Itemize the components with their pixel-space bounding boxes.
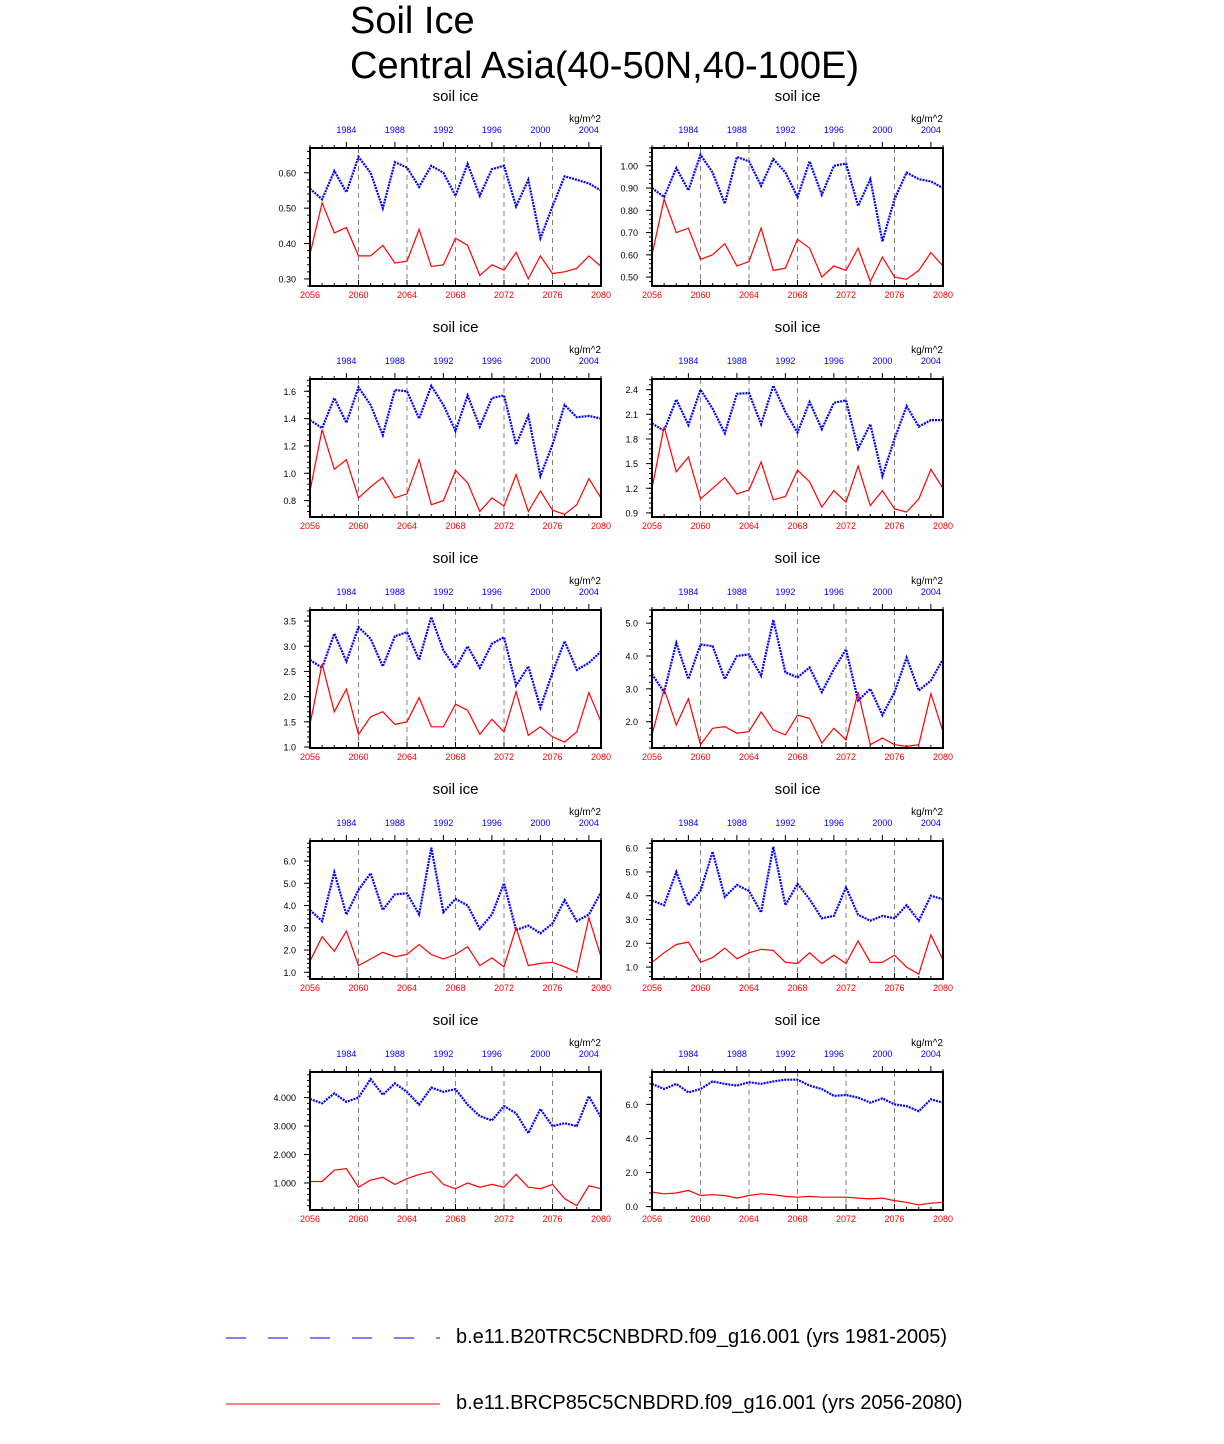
- y-tick-label: 2.1: [625, 409, 638, 420]
- y-tick-label: 1.2: [283, 441, 296, 452]
- x-bottom-tick-label: 2060: [348, 290, 369, 300]
- x-bottom-tick-label: 2056: [641, 521, 663, 531]
- x-bottom-tick-label: 2068: [787, 521, 808, 531]
- y-tick-label: 0.50: [620, 272, 638, 283]
- y-tick-label: 0.80: [620, 205, 638, 216]
- x-bottom-tick-label: 2056: [641, 752, 663, 762]
- y-tick-label: 4.0: [283, 901, 296, 912]
- x-bottom-tick-label: 2056: [299, 1214, 321, 1224]
- x-bottom-tick-label: 2068: [445, 290, 466, 300]
- x-bottom-tick-label: 2060: [690, 290, 711, 300]
- x-top-tick-label: 1984: [336, 587, 357, 597]
- x-top-tick-label: 2004: [578, 587, 599, 597]
- x-top-tick-label: 2000: [872, 587, 893, 597]
- y-tick-label: 2.0: [625, 1168, 638, 1179]
- x-bottom-tick-label: 2080: [932, 521, 954, 531]
- x-bottom-tick-label: 2060: [690, 521, 711, 531]
- x-bottom-tick-label: 2076: [884, 1214, 905, 1224]
- x-top-tick-label: 2004: [578, 1049, 599, 1059]
- y-tick-label: 0.90: [620, 183, 638, 194]
- x-bottom-tick-label: 2072: [493, 521, 515, 531]
- x-top-tick-label: 2000: [872, 818, 893, 828]
- x-bottom-tick-label: 2080: [590, 983, 612, 993]
- y-tick-label: 2.0: [283, 692, 296, 703]
- x-bottom-tick-label: 2076: [542, 521, 563, 531]
- x-top-tick-label: 1984: [336, 818, 357, 828]
- chart-panel-1: [278, 88, 611, 300]
- units-label: kg/m^2: [569, 1038, 601, 1049]
- x-bottom-tick-label: 2060: [348, 1214, 369, 1224]
- x-bottom-tick-label: 2060: [348, 983, 369, 993]
- chart-panel-8: [625, 781, 953, 993]
- chart-panel-4: [625, 319, 953, 531]
- y-tick-label: 4.0: [625, 1133, 638, 1144]
- x-bottom-tick-label: 2072: [493, 752, 515, 762]
- y-tick-label: 5.0: [283, 878, 296, 889]
- x-bottom-tick-label: 2076: [542, 1214, 563, 1224]
- x-bottom-tick-label: 2064: [738, 521, 760, 531]
- x-top-tick-label: 1988: [384, 818, 405, 828]
- y-tick-label: 1.0: [283, 468, 296, 479]
- x-bottom-tick-label: 2064: [738, 1214, 760, 1224]
- y-tick-label: 6.0: [283, 856, 296, 867]
- x-bottom-tick-label: 2060: [690, 1214, 711, 1224]
- x-bottom-tick-label: 2056: [641, 983, 663, 993]
- x-top-tick-label: 1996: [481, 125, 502, 135]
- x-bottom-tick-label: 2080: [590, 521, 612, 531]
- panel-title: soil ice: [774, 550, 821, 567]
- y-tick-label: 3.5: [283, 616, 296, 627]
- x-bottom-tick-label: 2080: [590, 290, 612, 300]
- x-top-tick-label: 2000: [872, 356, 893, 366]
- x-bottom-tick-label: 2080: [932, 1214, 954, 1224]
- y-tick-label: 1.0: [625, 962, 638, 973]
- x-top-tick-label: 1992: [433, 125, 454, 135]
- units-label: kg/m^2: [911, 1038, 943, 1049]
- panel-title: soil ice: [432, 319, 479, 336]
- y-tick-label: 0.8: [283, 496, 296, 507]
- x-bottom-tick-label: 2076: [542, 752, 563, 762]
- y-tick-label: 1.6: [283, 386, 296, 397]
- x-bottom-tick-label: 2072: [835, 1214, 857, 1224]
- x-bottom-tick-label: 2068: [445, 521, 466, 531]
- y-tick-label: 1.8: [625, 434, 638, 445]
- x-top-tick-label: 1992: [433, 1049, 454, 1059]
- y-tick-label: 0.60: [278, 168, 296, 179]
- chart-panel-5: [283, 550, 611, 762]
- x-top-tick-label: 1984: [336, 356, 357, 366]
- y-tick-label: 4.0: [625, 891, 638, 902]
- y-tick-label: 0.50: [278, 203, 296, 214]
- series-historical-line: [652, 847, 943, 921]
- x-top-tick-label: 2004: [578, 818, 599, 828]
- y-tick-label: 1.0: [283, 967, 296, 978]
- x-bottom-tick-label: 2060: [690, 983, 711, 993]
- y-tick-label: 3.000: [273, 1121, 296, 1132]
- x-bottom-tick-label: 2080: [932, 290, 954, 300]
- units-label: kg/m^2: [911, 114, 943, 125]
- y-tick-label: 2.0: [625, 717, 638, 728]
- x-top-tick-label: 1996: [481, 818, 502, 828]
- x-top-tick-label: 2000: [872, 125, 893, 135]
- x-top-tick-label: 1988: [384, 1049, 405, 1059]
- units-label: kg/m^2: [911, 576, 943, 587]
- x-top-tick-label: 2000: [530, 1049, 551, 1059]
- legend-label-future: b.e11.BRCP85C5CNBDRD.f09_g16.001 (yrs 2056-2080): [456, 1392, 963, 1414]
- chart-panel-7: [283, 781, 611, 993]
- y-tick-label: 5.0: [625, 867, 638, 878]
- x-top-tick-label: 1992: [433, 818, 454, 828]
- x-top-tick-label: 1984: [336, 1049, 357, 1059]
- panel-title: soil ice: [432, 1012, 479, 1029]
- x-top-tick-label: 1988: [384, 356, 405, 366]
- x-bottom-tick-label: 2056: [641, 290, 663, 300]
- x-top-tick-label: 1996: [823, 1049, 844, 1059]
- x-bottom-tick-label: 2060: [348, 752, 369, 762]
- x-top-tick-label: 1992: [775, 125, 796, 135]
- y-tick-label: 6.0: [625, 1099, 638, 1110]
- x-bottom-tick-label: 2064: [396, 1214, 418, 1224]
- chart-panel-6: [625, 550, 953, 762]
- x-top-tick-label: 1988: [726, 587, 747, 597]
- x-top-tick-label: 1988: [384, 125, 405, 135]
- y-tick-label: 0.30: [278, 274, 296, 285]
- x-top-tick-label: 1992: [433, 356, 454, 366]
- x-bottom-tick-label: 2064: [738, 290, 760, 300]
- y-tick-label: 4.0: [625, 651, 638, 662]
- x-top-tick-label: 1984: [336, 125, 357, 135]
- x-bottom-tick-label: 2068: [787, 290, 808, 300]
- x-bottom-tick-label: 2056: [299, 521, 321, 531]
- x-bottom-tick-label: 2072: [835, 290, 857, 300]
- x-bottom-tick-label: 2076: [884, 752, 905, 762]
- x-bottom-tick-label: 2064: [396, 752, 418, 762]
- x-bottom-tick-label: 2072: [835, 752, 857, 762]
- x-top-tick-label: 1992: [775, 1049, 796, 1059]
- y-tick-label: 2.4: [625, 385, 638, 396]
- x-bottom-tick-label: 2072: [835, 983, 857, 993]
- x-bottom-tick-label: 2068: [445, 1214, 466, 1224]
- x-top-tick-label: 1996: [823, 818, 844, 828]
- x-top-tick-label: 1996: [823, 356, 844, 366]
- x-bottom-tick-label: 2068: [445, 752, 466, 762]
- x-top-tick-label: 2000: [530, 356, 551, 366]
- x-top-tick-label: 2004: [578, 125, 599, 135]
- x-top-tick-label: 1992: [775, 356, 796, 366]
- x-top-tick-label: 2000: [530, 587, 551, 597]
- x-top-tick-label: 2004: [920, 125, 941, 135]
- y-tick-label: 0.0: [625, 1202, 638, 1213]
- y-tick-label: 1.5: [625, 459, 638, 470]
- x-bottom-tick-label: 2064: [396, 521, 418, 531]
- y-tick-label: 5.0: [625, 618, 638, 629]
- units-label: kg/m^2: [911, 807, 943, 818]
- x-bottom-tick-label: 2076: [884, 290, 905, 300]
- y-tick-label: 3.0: [283, 923, 296, 934]
- x-bottom-tick-label: 2064: [738, 752, 760, 762]
- y-tick-label: 2.5: [283, 666, 296, 677]
- x-bottom-tick-label: 2060: [348, 521, 369, 531]
- y-tick-label: 3.0: [625, 915, 638, 926]
- x-bottom-tick-label: 2080: [932, 752, 954, 762]
- chart-panel-9: [273, 1012, 611, 1224]
- x-bottom-tick-label: 2064: [396, 290, 418, 300]
- x-bottom-tick-label: 2076: [542, 983, 563, 993]
- x-bottom-tick-label: 2056: [641, 1214, 663, 1224]
- chart-panel-3: [283, 319, 611, 531]
- y-tick-label: 1.4: [283, 414, 296, 425]
- x-top-tick-label: 1988: [726, 818, 747, 828]
- x-top-tick-label: 1984: [678, 818, 699, 828]
- x-bottom-tick-label: 2080: [590, 1214, 612, 1224]
- panel-title: soil ice: [774, 781, 821, 798]
- x-bottom-tick-label: 2064: [738, 983, 760, 993]
- panel-title: soil ice: [774, 1012, 821, 1029]
- x-top-tick-label: 1988: [384, 587, 405, 597]
- y-tick-label: 6.0: [625, 843, 638, 854]
- y-tick-label: 0.9: [625, 508, 638, 519]
- x-bottom-tick-label: 2080: [590, 752, 612, 762]
- units-label: kg/m^2: [569, 114, 601, 125]
- x-top-tick-label: 1992: [433, 587, 454, 597]
- x-top-tick-label: 2000: [530, 818, 551, 828]
- units-label: kg/m^2: [569, 576, 601, 587]
- units-label: kg/m^2: [911, 345, 943, 356]
- x-top-tick-label: 1996: [481, 356, 502, 366]
- x-top-tick-label: 1984: [678, 587, 699, 597]
- x-top-tick-label: 1996: [481, 587, 502, 597]
- x-bottom-tick-label: 2056: [299, 983, 321, 993]
- y-tick-label: 1.0: [283, 742, 296, 753]
- units-label: kg/m^2: [569, 345, 601, 356]
- figure-title: Soil Ice: [350, 0, 475, 42]
- units-label: kg/m^2: [569, 807, 601, 818]
- x-bottom-tick-label: 2072: [835, 521, 857, 531]
- x-top-tick-label: 2000: [872, 1049, 893, 1059]
- panel-title: soil ice: [774, 319, 821, 336]
- chart-panel-10: [625, 1012, 953, 1224]
- x-bottom-tick-label: 2076: [884, 983, 905, 993]
- x-bottom-tick-label: 2056: [299, 290, 321, 300]
- y-tick-label: 0.40: [278, 239, 296, 250]
- x-top-tick-label: 1984: [678, 1049, 699, 1059]
- x-bottom-tick-label: 2064: [396, 983, 418, 993]
- y-tick-label: 2.000: [273, 1150, 296, 1161]
- panel-title: soil ice: [774, 88, 821, 105]
- x-top-tick-label: 2004: [920, 356, 941, 366]
- x-top-tick-label: 2004: [920, 587, 941, 597]
- y-tick-label: 0.60: [620, 250, 638, 261]
- y-tick-label: 3.0: [625, 684, 638, 695]
- x-top-tick-label: 2000: [530, 125, 551, 135]
- x-top-tick-label: 2004: [920, 818, 941, 828]
- x-top-tick-label: 1988: [726, 125, 747, 135]
- y-tick-label: 0.70: [620, 228, 638, 239]
- x-bottom-tick-label: 2072: [493, 290, 515, 300]
- x-bottom-tick-label: 2076: [884, 521, 905, 531]
- x-bottom-tick-label: 2056: [299, 752, 321, 762]
- y-tick-label: 1.00: [620, 161, 638, 172]
- x-bottom-tick-label: 2076: [542, 290, 563, 300]
- x-bottom-tick-label: 2068: [787, 983, 808, 993]
- x-top-tick-label: 1996: [481, 1049, 502, 1059]
- x-top-tick-label: 1984: [678, 356, 699, 366]
- x-bottom-tick-label: 2080: [932, 983, 954, 993]
- x-top-tick-label: 1988: [726, 1049, 747, 1059]
- x-bottom-tick-label: 2068: [445, 983, 466, 993]
- y-tick-label: 2.0: [283, 945, 296, 956]
- x-bottom-tick-label: 2068: [787, 752, 808, 762]
- series-historical-line: [310, 1079, 601, 1133]
- x-top-tick-label: 1996: [823, 587, 844, 597]
- panel-title: soil ice: [432, 88, 479, 105]
- x-top-tick-label: 1988: [726, 356, 747, 366]
- y-tick-label: 1.5: [283, 717, 296, 728]
- y-tick-label: 1.000: [273, 1178, 296, 1189]
- x-top-tick-label: 1992: [775, 818, 796, 828]
- legend-label-historical: b.e11.B20TRC5CNBDRD.f09_g16.001 (yrs 1981-2005): [456, 1326, 948, 1348]
- chart-panel-2: [620, 88, 953, 300]
- x-bottom-tick-label: 2072: [493, 1214, 515, 1224]
- x-top-tick-label: 1992: [775, 587, 796, 597]
- x-bottom-tick-label: 2068: [787, 1214, 808, 1224]
- x-top-tick-label: 1984: [678, 125, 699, 135]
- x-top-tick-label: 2004: [920, 1049, 941, 1059]
- y-tick-label: 4.000: [273, 1093, 296, 1104]
- x-bottom-tick-label: 2072: [493, 983, 515, 993]
- panel-title: soil ice: [432, 781, 479, 798]
- panel-title: soil ice: [432, 550, 479, 567]
- figure-subtitle: Central Asia(40-50N,40-100E): [350, 45, 860, 87]
- x-top-tick-label: 1996: [823, 125, 844, 135]
- x-bottom-tick-label: 2060: [690, 752, 711, 762]
- x-top-tick-label: 2004: [578, 356, 599, 366]
- y-tick-label: 2.0: [625, 938, 638, 949]
- y-tick-label: 1.2: [625, 483, 638, 494]
- y-tick-label: 3.0: [283, 641, 296, 652]
